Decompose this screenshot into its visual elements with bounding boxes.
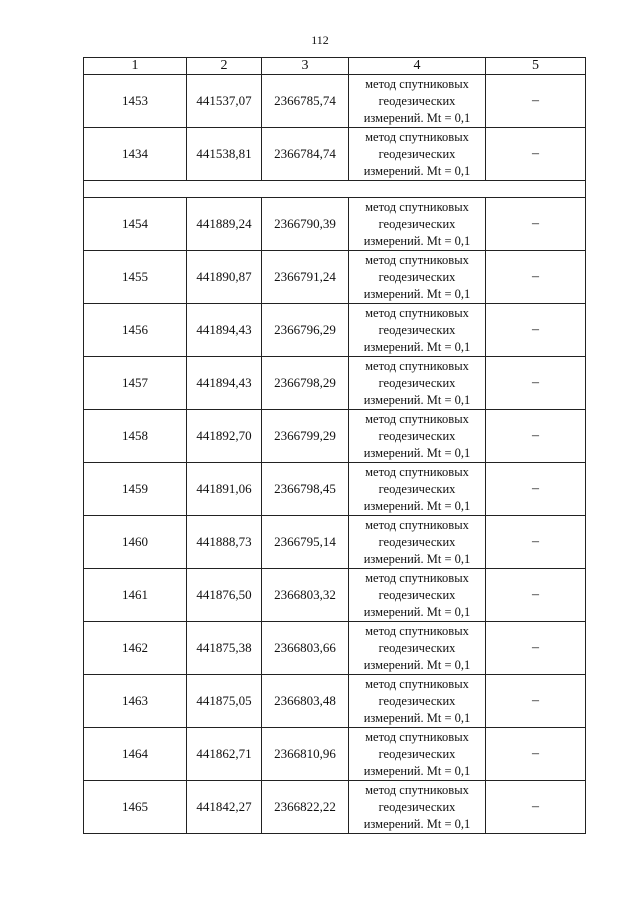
y-coordinate-cell: 2366799,29 — [262, 410, 349, 463]
method-line: метод спутниковых — [365, 411, 469, 426]
method-line: геодезических — [378, 322, 456, 337]
method-cell — [349, 728, 486, 781]
method-line: геодезических — [378, 375, 456, 390]
y-coordinate-cell: 2366803,66 — [262, 622, 349, 675]
method-cell — [349, 622, 486, 675]
table-row — [84, 781, 586, 834]
y-coordinate-cell: 2366810,96 — [262, 728, 349, 781]
x-coordinate-cell: 441537,07 — [187, 75, 262, 128]
x-coordinate-cell: 441889,24 — [187, 198, 262, 251]
y-coordinate-cell: 2366798,29 — [262, 357, 349, 410]
method-line: измерений. Mt = 0,1 — [363, 816, 471, 831]
x-coordinate-cell: 441842,27 — [187, 781, 262, 834]
point-number-cell: 1461 — [84, 569, 187, 622]
y-coordinate-cell: 2366795,14 — [262, 516, 349, 569]
method-line: измерений. Mt = 0,1 — [363, 551, 471, 566]
method-line: геодезических — [378, 693, 456, 708]
method-line: метод спутниковых — [365, 305, 469, 320]
point-number-cell: 1453 — [84, 75, 187, 128]
point-number-cell: 1462 — [84, 622, 187, 675]
table-row — [84, 569, 586, 622]
method-cell — [349, 569, 486, 622]
x-coordinate-cell: 441538,81 — [187, 128, 262, 181]
table-row — [84, 251, 586, 304]
method-line: метод спутниковых — [365, 570, 469, 585]
method-line: геодезических — [378, 534, 456, 549]
x-coordinate-cell: 441892,70 — [187, 410, 262, 463]
point-number-cell: 1458 — [84, 410, 187, 463]
y-coordinate-cell: 2366803,48 — [262, 675, 349, 728]
method-line: метод спутниковых — [365, 676, 469, 691]
method-line: метод спутниковых — [365, 782, 469, 797]
x-coordinate-cell: 441888,73 — [187, 516, 262, 569]
note-cell: – — [486, 569, 586, 622]
table-row — [84, 75, 586, 128]
y-coordinate-cell: 2366791,24 — [262, 251, 349, 304]
method-cell — [349, 516, 486, 569]
note-cell: – — [486, 128, 586, 181]
method-line: геодезических — [378, 216, 456, 231]
note-cell: – — [486, 463, 586, 516]
method-line: измерений. Mt = 0,1 — [363, 498, 471, 513]
table-row — [84, 516, 586, 569]
method-line: измерений. Mt = 0,1 — [363, 604, 471, 619]
x-coordinate-cell: 441891,06 — [187, 463, 262, 516]
y-coordinate-cell: 2366803,32 — [262, 569, 349, 622]
method-line: измерений. Mt = 0,1 — [363, 110, 471, 125]
method-cell — [349, 463, 486, 516]
method-line: метод спутниковых — [365, 129, 469, 144]
table-row — [84, 198, 586, 251]
x-coordinate-cell: 441875,38 — [187, 622, 262, 675]
note-cell: – — [486, 728, 586, 781]
x-coordinate-cell: 441890,87 — [187, 251, 262, 304]
method-line: геодезических — [378, 481, 456, 496]
y-coordinate-cell: 2366790,39 — [262, 198, 349, 251]
method-cell — [349, 75, 486, 128]
point-number-cell: 1464 — [84, 728, 187, 781]
group-separator-cell — [84, 181, 586, 198]
point-number-cell: 1459 — [84, 463, 187, 516]
note-cell: – — [486, 781, 586, 834]
table-row — [84, 463, 586, 516]
column-header: 2 — [187, 58, 262, 75]
method-cell — [349, 410, 486, 463]
method-line: метод спутниковых — [365, 76, 469, 91]
method-line: геодезических — [378, 587, 456, 602]
x-coordinate-cell: 441862,71 — [187, 728, 262, 781]
method-cell — [349, 128, 486, 181]
point-number-cell: 1457 — [84, 357, 187, 410]
table-row — [84, 728, 586, 781]
method-line: измерений. Mt = 0,1 — [363, 339, 471, 354]
method-line: метод спутниковых — [365, 199, 469, 214]
method-cell — [349, 675, 486, 728]
point-number-cell: 1455 — [84, 251, 187, 304]
method-line: метод спутниковых — [365, 358, 469, 373]
point-number-cell: 1460 — [84, 516, 187, 569]
y-coordinate-cell: 2366785,74 — [262, 75, 349, 128]
method-line: геодезических — [378, 640, 456, 655]
y-coordinate-cell: 2366796,29 — [262, 304, 349, 357]
table-row — [84, 128, 586, 181]
group-separator-row — [84, 181, 586, 198]
point-number-cell: 1434 — [84, 128, 187, 181]
method-line: метод спутниковых — [365, 252, 469, 267]
column-header: 1 — [84, 58, 187, 75]
note-cell: – — [486, 251, 586, 304]
x-coordinate-cell: 441894,43 — [187, 357, 262, 410]
point-number-cell: 1456 — [84, 304, 187, 357]
method-line: метод спутниковых — [365, 517, 469, 532]
table-row — [84, 675, 586, 728]
x-coordinate-cell: 441876,50 — [187, 569, 262, 622]
y-coordinate-cell: 2366798,45 — [262, 463, 349, 516]
method-line: измерений. Mt = 0,1 — [363, 163, 471, 178]
x-coordinate-cell: 441875,05 — [187, 675, 262, 728]
method-cell — [349, 251, 486, 304]
method-line: геодезических — [378, 428, 456, 443]
method-line: измерений. Mt = 0,1 — [363, 657, 471, 672]
table-row — [84, 410, 586, 463]
method-line: измерений. Mt = 0,1 — [363, 445, 471, 460]
method-cell — [349, 304, 486, 357]
note-cell: – — [486, 410, 586, 463]
y-coordinate-cell: 2366822,22 — [262, 781, 349, 834]
method-line: геодезических — [378, 799, 456, 814]
method-line: измерений. Mt = 0,1 — [363, 233, 471, 248]
note-cell: – — [486, 198, 586, 251]
method-line: геодезических — [378, 746, 456, 761]
point-number-cell: 1454 — [84, 198, 187, 251]
note-cell: – — [486, 516, 586, 569]
method-line: метод спутниковых — [365, 464, 469, 479]
column-header: 4 — [349, 58, 486, 75]
note-cell: – — [486, 622, 586, 675]
note-cell: – — [486, 304, 586, 357]
method-line: метод спутниковых — [365, 729, 469, 744]
column-header: 3 — [262, 58, 349, 75]
note-cell: – — [486, 357, 586, 410]
table-header-row — [84, 58, 586, 75]
method-cell — [349, 357, 486, 410]
method-line: измерений. Mt = 0,1 — [363, 286, 471, 301]
point-number-cell: 1463 — [84, 675, 187, 728]
method-line: метод спутниковых — [365, 623, 469, 638]
point-number-cell: 1465 — [84, 781, 187, 834]
coordinates-table — [83, 57, 586, 834]
column-header: 5 — [486, 58, 586, 75]
table-row — [84, 357, 586, 410]
method-line: измерений. Mt = 0,1 — [363, 392, 471, 407]
method-line: измерений. Mt = 0,1 — [363, 763, 471, 778]
method-line: измерений. Mt = 0,1 — [363, 710, 471, 725]
method-cell — [349, 781, 486, 834]
page-number: 112 — [311, 33, 329, 47]
method-line: геодезических — [378, 93, 456, 108]
x-coordinate-cell: 441894,43 — [187, 304, 262, 357]
method-line: геодезических — [378, 269, 456, 284]
method-line: геодезических — [378, 146, 456, 161]
note-cell: – — [486, 75, 586, 128]
y-coordinate-cell: 2366784,74 — [262, 128, 349, 181]
table-row — [84, 304, 586, 357]
note-cell: – — [486, 675, 586, 728]
method-cell — [349, 198, 486, 251]
table-row — [84, 622, 586, 675]
